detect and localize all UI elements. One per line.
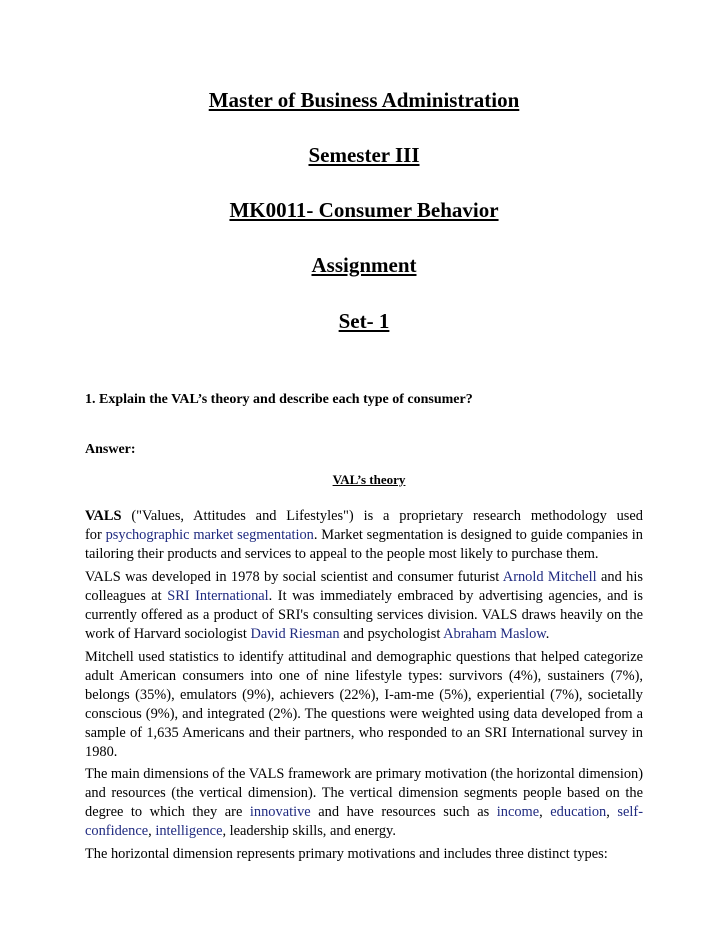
paragraph-line: conscious (9%), and integrated (2%). The questions were weighted using data developed from a (85, 706, 643, 722)
paragraph-5 (85, 845, 643, 864)
degree-title: Master of Business Administration (208, 88, 520, 112)
paragraph-line: The horizontal dimension represents primary motivations and includes three distinct types: (85, 846, 608, 862)
paragraph-line: sample of 1,635 Americans and their partners, who responded to an SRI International survey in (85, 725, 643, 741)
psychographic-link[interactable]: psychographic market segmentation (105, 527, 314, 543)
paragraph-2 (85, 568, 643, 644)
set-title: Set- 1 (338, 309, 390, 333)
paragraph-line (85, 507, 643, 526)
text-run: colleagues at (85, 588, 168, 604)
text-run: VALS was developed in 1978 by social scientist and consumer futurist (85, 569, 503, 585)
assignment-title: Assignment (311, 253, 417, 277)
course-title: MK0011- Consumer Behavior (229, 198, 499, 222)
text-run: and psychologist (339, 626, 444, 642)
paragraph-line (85, 526, 643, 545)
text-run: , (606, 804, 618, 820)
paragraph-line: Mitchell used statistics to identify attitudinal and demographic questions that helped categorize (85, 649, 643, 665)
paragraph-4 (85, 765, 643, 841)
semester-title: Semester III (308, 143, 420, 167)
text-run: and his (596, 569, 643, 585)
arnold-mitchell-link[interactable]: Arnold Mitchell (502, 569, 597, 585)
question-text: 1. Explain the VAL’s theory and describe each type of consumer? (85, 392, 473, 407)
paragraph-line: belongs (35%), emulators (9%), achievers (22%), I-am-me (5%), experiential (7%), societally (85, 687, 643, 703)
text-run: . Market segmentation is designed to guide companies in (313, 527, 643, 543)
paragraph-line: adult American consumers into one of nine lifestyle types: survivors (4%), sustainers (7%), (85, 668, 643, 684)
innovative-link[interactable]: innovative (249, 804, 311, 820)
paragraph-1 (85, 507, 643, 564)
paragraph-line (85, 822, 643, 841)
self-confidence-link[interactable]: self- (617, 804, 643, 820)
text-run: . (545, 626, 550, 642)
paragraph-line: and resources (the vertical dimension). The vertical dimension segments people based on the (85, 785, 643, 801)
paragraph-line: tailoring their products and services to appeal to the people most likely to purchase them. (85, 546, 599, 562)
abraham-maslow-link[interactable]: Abraham Maslow (443, 626, 546, 642)
vals-term: VALS (85, 508, 122, 524)
paragraph-3 (85, 648, 643, 762)
text-run: . It was immediately embraced by advertising agencies, and is (268, 588, 644, 604)
section-title: VAL’s theory (332, 472, 406, 487)
text-run: and have resources such as (310, 804, 497, 820)
paragraph-line (85, 803, 643, 822)
text-run: degree to which they are (85, 804, 250, 820)
paragraph-line (85, 625, 643, 644)
intelligence-link[interactable]: intelligence (155, 823, 223, 839)
david-riesman-link[interactable]: David Riesman (250, 626, 340, 642)
self-confidence-link-cont[interactable]: confidence (85, 823, 149, 839)
paragraph-line (85, 568, 643, 587)
answer-label: Answer: (85, 442, 136, 457)
text-run: , (539, 804, 551, 820)
paragraph-line: currently offered as a product of SRI's consulting services division. VALS draws heavily on the (85, 607, 643, 623)
paragraph-line: The main dimensions of the VALS framework are primary motivation (the horizontal dimension) (85, 766, 643, 782)
sri-international-link[interactable]: SRI International (167, 588, 269, 604)
income-link[interactable]: income (496, 804, 540, 820)
text-run: ("Values, Attitudes and Lifestyles") is a proprietary research methodology used (121, 508, 643, 524)
text-run: for (85, 527, 106, 543)
text-run: work of Harvard sociologist (85, 626, 251, 642)
education-link[interactable]: education (550, 804, 607, 820)
paragraph-line: 1980. (85, 744, 118, 760)
text-run: , (148, 823, 156, 839)
text-run: , leadership skills, and energy. (222, 823, 396, 839)
paragraph-line (85, 587, 643, 606)
